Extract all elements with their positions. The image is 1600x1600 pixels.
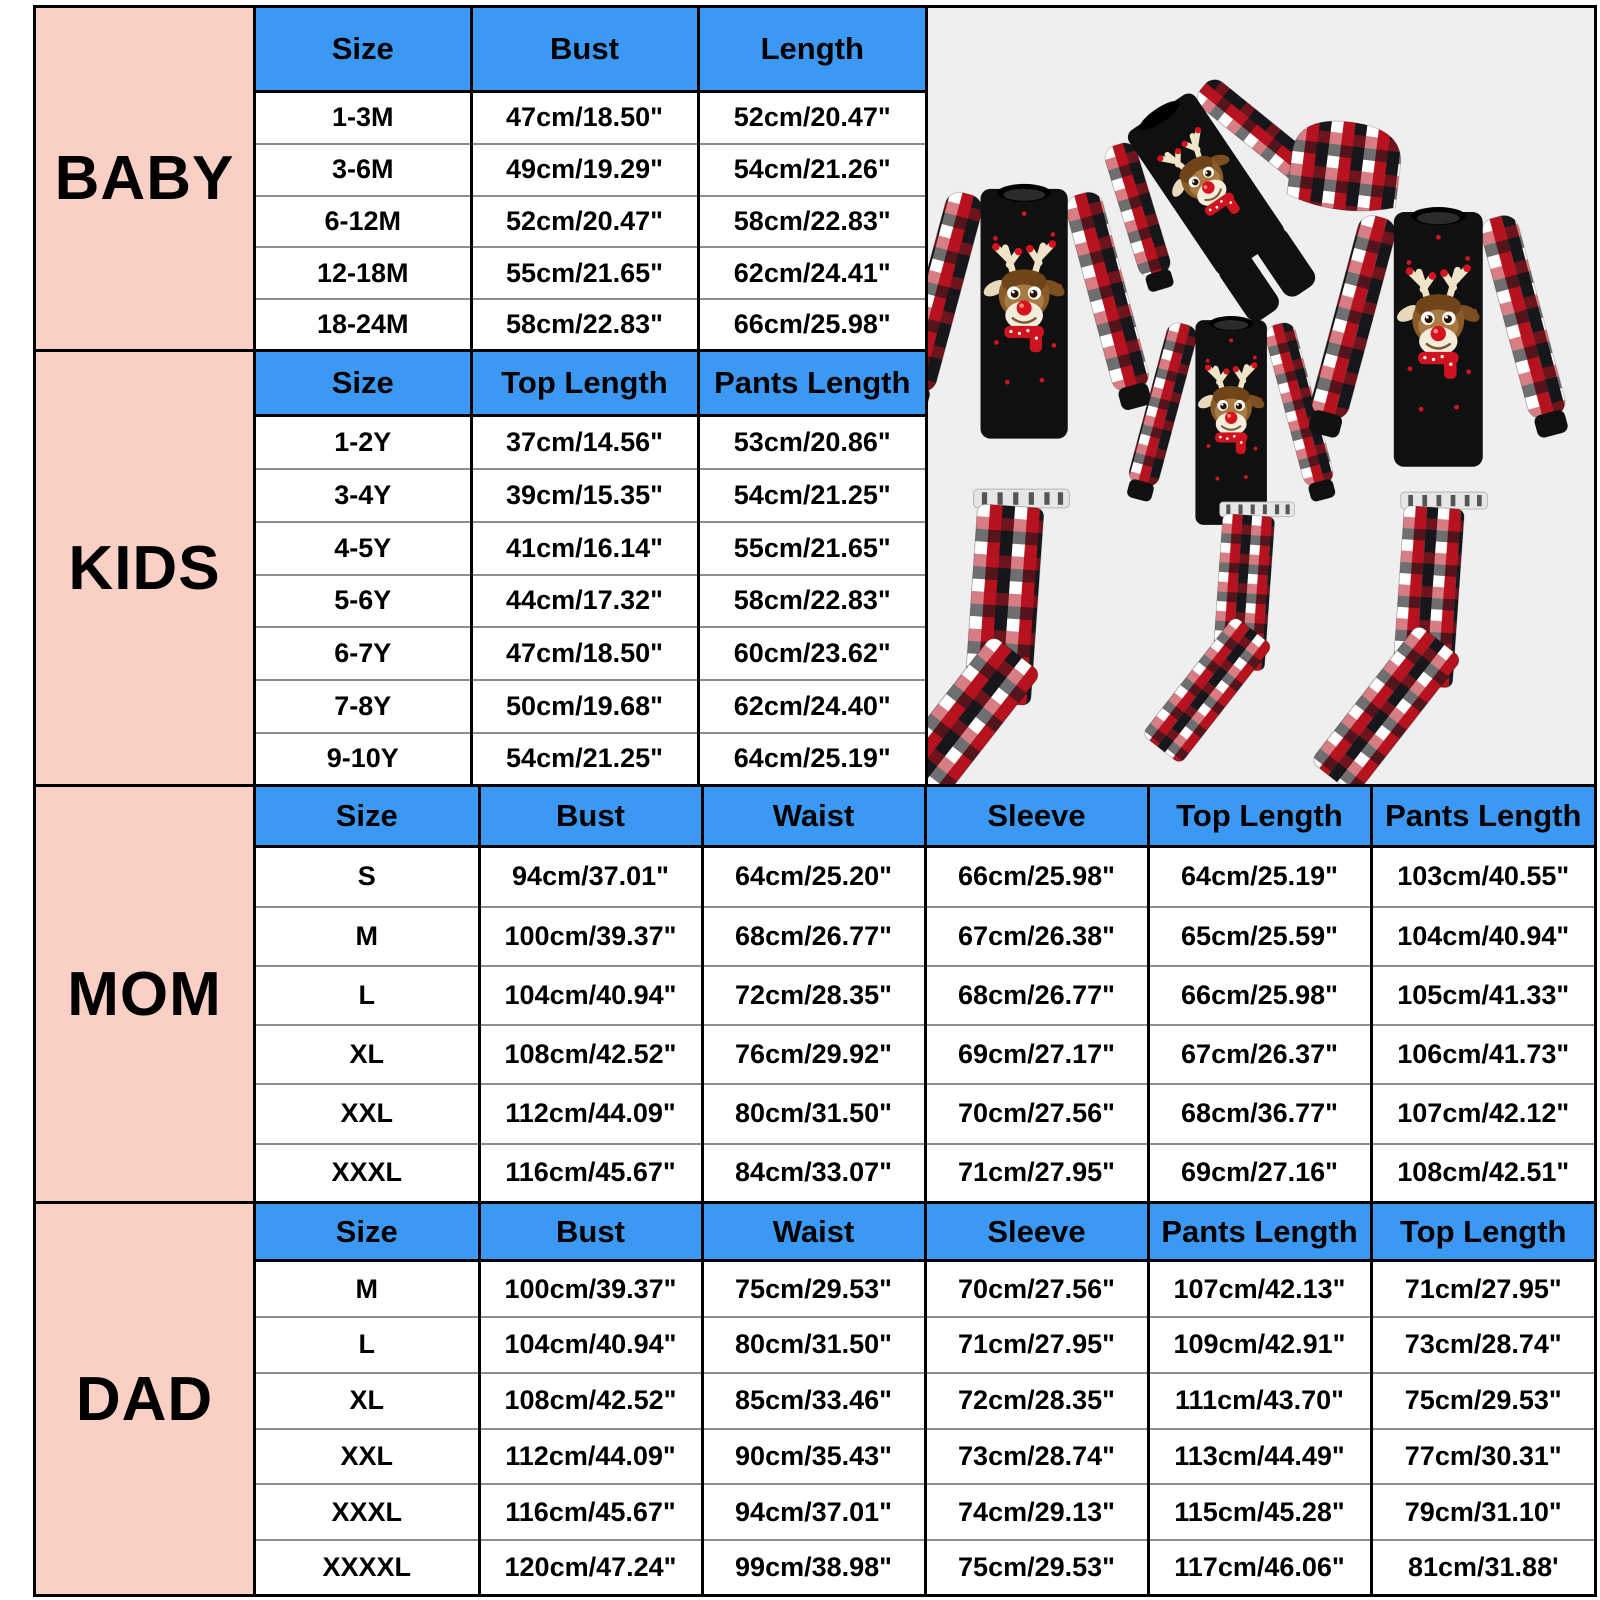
measurement-cell: 55cm/21.65" xyxy=(698,522,925,575)
table-row xyxy=(256,1144,1594,1202)
measurement-cell: 72cm/28.35" xyxy=(702,966,925,1025)
size-table-mom xyxy=(256,787,1594,1201)
measurement-cell: 76cm/29.92" xyxy=(702,1025,925,1084)
size-cell: L xyxy=(256,966,479,1025)
measurement-cell: 120cm/47.24" xyxy=(479,1540,702,1594)
measurement-cell: 68cm/26.77" xyxy=(925,966,1148,1025)
measurement-cell: 50cm/19.68" xyxy=(471,680,698,733)
size-cell: 6-7Y xyxy=(256,627,471,680)
measurement-cell: 100cm/39.37" xyxy=(479,907,702,966)
measurement-cell: 69cm/27.17" xyxy=(925,1025,1148,1084)
measurement-cell: 73cm/28.74" xyxy=(1371,1317,1594,1373)
measurement-cell: 107cm/42.12" xyxy=(1371,1084,1594,1143)
column-header: Size xyxy=(256,787,479,847)
section-label-mom: MOM xyxy=(36,787,256,1201)
column-header: Waist xyxy=(702,1204,925,1261)
column-header: Sleeve xyxy=(925,787,1148,847)
table-row xyxy=(256,1084,1594,1143)
table-row xyxy=(256,733,925,784)
measurement-cell: 71cm/27.95" xyxy=(925,1144,1148,1202)
measurement-cell: 105cm/41.33" xyxy=(1371,966,1594,1025)
section-label-dad: DAD xyxy=(36,1204,256,1594)
measurement-cell: 52cm/20.47" xyxy=(698,92,925,144)
measurement-cell: 71cm/27.95" xyxy=(925,1317,1148,1373)
measurement-cell: 68cm/36.77" xyxy=(1148,1084,1371,1143)
size-chart-section-baby xyxy=(33,5,928,352)
size-cell: M xyxy=(256,907,479,966)
table-row xyxy=(256,196,925,248)
table-row xyxy=(256,1373,1594,1429)
measurement-cell: 64cm/25.19" xyxy=(1148,847,1371,907)
measurement-cell: 116cm/45.67" xyxy=(479,1484,702,1540)
table-header-row xyxy=(256,787,1594,847)
measurement-cell: 39cm/15.35" xyxy=(471,469,698,522)
measurement-cell: 112cm/44.09" xyxy=(479,1429,702,1485)
section-label-baby: BABY xyxy=(36,8,256,349)
measurement-cell: 37cm/14.56" xyxy=(471,416,698,470)
column-header: Pants Length xyxy=(1371,787,1594,847)
size-cell: 7-8Y xyxy=(256,680,471,733)
measurement-cell: 115cm/45.28" xyxy=(1148,1484,1371,1540)
table-row xyxy=(256,1317,1594,1373)
measurement-cell: 94cm/37.01" xyxy=(702,1484,925,1540)
column-header: Waist xyxy=(702,787,925,847)
size-cell: XXXL xyxy=(256,1484,479,1540)
table-row xyxy=(256,92,925,144)
size-cell: 3-6M xyxy=(256,144,471,196)
table-row xyxy=(256,416,925,470)
size-cell: 9-10Y xyxy=(256,733,471,784)
table-row xyxy=(256,1540,1594,1594)
measurement-cell: 80cm/31.50" xyxy=(702,1317,925,1373)
size-cell: 6-12M xyxy=(256,196,471,248)
size-cell: 1-3M xyxy=(256,92,471,144)
measurement-cell: 53cm/20.86" xyxy=(698,416,925,470)
size-cell: L xyxy=(256,1317,479,1373)
measurement-cell: 44cm/17.32" xyxy=(471,575,698,628)
table-header-row xyxy=(256,1204,1594,1261)
measurement-cell: 81cm/31.88' xyxy=(1371,1540,1594,1594)
measurement-cell: 58cm/22.83" xyxy=(698,575,925,628)
measurement-cell: 71cm/27.95" xyxy=(1371,1261,1594,1318)
size-cell: 18-24M xyxy=(256,299,471,349)
measurement-cell: 68cm/26.77" xyxy=(702,907,925,966)
product-photo xyxy=(925,5,1597,787)
measurement-cell: 65cm/25.59" xyxy=(1148,907,1371,966)
column-header: Bust xyxy=(479,787,702,847)
measurement-cell: 60cm/23.62" xyxy=(698,627,925,680)
column-header: Bust xyxy=(479,1204,702,1261)
table-header-row xyxy=(256,8,925,92)
measurement-cell: 62cm/24.40" xyxy=(698,680,925,733)
measurement-cell: 54cm/21.26" xyxy=(698,144,925,196)
size-cell: 4-5Y xyxy=(256,522,471,575)
measurement-cell: 77cm/30.31" xyxy=(1371,1429,1594,1485)
measurement-cell: 75cm/29.53" xyxy=(1371,1373,1594,1429)
measurement-cell: 62cm/24.41" xyxy=(698,247,925,299)
measurement-cell: 72cm/28.35" xyxy=(925,1373,1148,1429)
measurement-cell: 112cm/44.09" xyxy=(479,1084,702,1143)
measurement-cell: 109cm/42.91" xyxy=(1148,1317,1371,1373)
measurement-cell: 47cm/18.50" xyxy=(471,92,698,144)
measurement-cell: 54cm/21.25" xyxy=(698,469,925,522)
measurement-cell: 74cm/29.13" xyxy=(925,1484,1148,1540)
column-header: Bust xyxy=(471,8,698,92)
size-cell: XL xyxy=(256,1373,479,1429)
measurement-cell: 104cm/40.94" xyxy=(1371,907,1594,966)
measurement-cell: 108cm/42.51" xyxy=(1371,1144,1594,1202)
measurement-cell: 49cm/19.29" xyxy=(471,144,698,196)
table-row xyxy=(256,1261,1594,1318)
table-row xyxy=(256,247,925,299)
measurement-cell: 73cm/28.74" xyxy=(925,1429,1148,1485)
measurement-cell: 116cm/45.67" xyxy=(479,1144,702,1202)
column-header: Pants Length xyxy=(1148,1204,1371,1261)
size-table-baby xyxy=(256,8,925,349)
column-header: Pants Length xyxy=(698,352,925,416)
measurement-cell: 80cm/31.50" xyxy=(702,1084,925,1143)
table-row xyxy=(256,680,925,733)
table-row xyxy=(256,299,925,349)
size-cell: XXXXL xyxy=(256,1540,479,1594)
table-row xyxy=(256,966,1594,1025)
measurement-cell: 111cm/43.70" xyxy=(1148,1373,1371,1429)
measurement-cell: 64cm/25.19" xyxy=(698,733,925,784)
measurement-cell: 79cm/31.10" xyxy=(1371,1484,1594,1540)
measurement-cell: 54cm/21.25" xyxy=(471,733,698,784)
table-row xyxy=(256,1429,1594,1485)
measurement-cell: 94cm/37.01" xyxy=(479,847,702,907)
measurement-cell: 104cm/40.94" xyxy=(479,966,702,1025)
column-header: Top Length xyxy=(471,352,698,416)
size-cell: S xyxy=(256,847,479,907)
measurement-cell: 113cm/44.49" xyxy=(1148,1429,1371,1485)
measurement-cell: 108cm/42.52" xyxy=(479,1025,702,1084)
column-header: Size xyxy=(256,8,471,92)
size-cell: 3-4Y xyxy=(256,469,471,522)
measurement-cell: 90cm/35.43" xyxy=(702,1429,925,1485)
measurement-cell: 52cm/20.47" xyxy=(471,196,698,248)
size-cell: XXL xyxy=(256,1429,479,1485)
measurement-cell: 84cm/33.07" xyxy=(702,1144,925,1202)
measurement-cell: 108cm/42.52" xyxy=(479,1373,702,1429)
measurement-cell: 100cm/39.37" xyxy=(479,1261,702,1318)
table-row xyxy=(256,907,1594,966)
measurement-cell: 66cm/25.98" xyxy=(698,299,925,349)
measurement-cell: 41cm/16.14" xyxy=(471,522,698,575)
table-row xyxy=(256,847,1594,907)
measurement-cell: 58cm/22.83" xyxy=(471,299,698,349)
measurement-cell: 104cm/40.94" xyxy=(479,1317,702,1373)
column-header: Length xyxy=(698,8,925,92)
table-row xyxy=(256,522,925,575)
measurement-cell: 75cm/29.53" xyxy=(925,1540,1148,1594)
size-table-dad xyxy=(256,1204,1594,1594)
measurement-cell: 55cm/21.65" xyxy=(471,247,698,299)
measurement-cell: 67cm/26.37" xyxy=(1148,1025,1371,1084)
size-chart-section-kids xyxy=(33,349,928,787)
table-row xyxy=(256,469,925,522)
measurement-cell: 58cm/22.83" xyxy=(698,196,925,248)
measurement-cell: 70cm/27.56" xyxy=(925,1084,1148,1143)
measurement-cell: 66cm/25.98" xyxy=(925,847,1148,907)
column-header: Size xyxy=(256,1204,479,1261)
measurement-cell: 64cm/25.20" xyxy=(702,847,925,907)
table-row xyxy=(256,144,925,196)
pajamas-illustration xyxy=(928,8,1594,784)
size-chart-section-dad xyxy=(33,1201,1597,1597)
column-header: Size xyxy=(256,352,471,416)
size-cell: XXXL xyxy=(256,1144,479,1202)
table-row xyxy=(256,1484,1594,1540)
size-cell: M xyxy=(256,1261,479,1318)
size-cell: XL xyxy=(256,1025,479,1084)
measurement-cell: 67cm/26.38" xyxy=(925,907,1148,966)
table-row xyxy=(256,627,925,680)
column-header: Top Length xyxy=(1148,787,1371,847)
measurement-cell: 99cm/38.98" xyxy=(702,1540,925,1594)
table-row xyxy=(256,575,925,628)
measurement-cell: 107cm/42.13" xyxy=(1148,1261,1371,1318)
size-cell: 12-18M xyxy=(256,247,471,299)
measurement-cell: 47cm/18.50" xyxy=(471,627,698,680)
measurement-cell: 117cm/46.06" xyxy=(1148,1540,1371,1594)
table-row xyxy=(256,1025,1594,1084)
measurement-cell: 85cm/33.46" xyxy=(702,1373,925,1429)
column-header: Sleeve xyxy=(925,1204,1148,1261)
measurement-cell: 70cm/27.56" xyxy=(925,1261,1148,1318)
measurement-cell: 69cm/27.16" xyxy=(1148,1144,1371,1202)
table-header-row xyxy=(256,352,925,416)
size-chart-section-mom xyxy=(33,784,1597,1204)
measurement-cell: 75cm/29.53" xyxy=(702,1261,925,1318)
column-header: Top Length xyxy=(1371,1204,1594,1261)
size-cell: 1-2Y xyxy=(256,416,471,470)
size-cell: XXL xyxy=(256,1084,479,1143)
size-table-kids xyxy=(256,352,925,784)
measurement-cell: 66cm/25.98" xyxy=(1148,966,1371,1025)
size-cell: 5-6Y xyxy=(256,575,471,628)
section-label-kids: KIDS xyxy=(36,352,256,784)
measurement-cell: 103cm/40.55" xyxy=(1371,847,1594,907)
measurement-cell: 106cm/41.73" xyxy=(1371,1025,1594,1084)
